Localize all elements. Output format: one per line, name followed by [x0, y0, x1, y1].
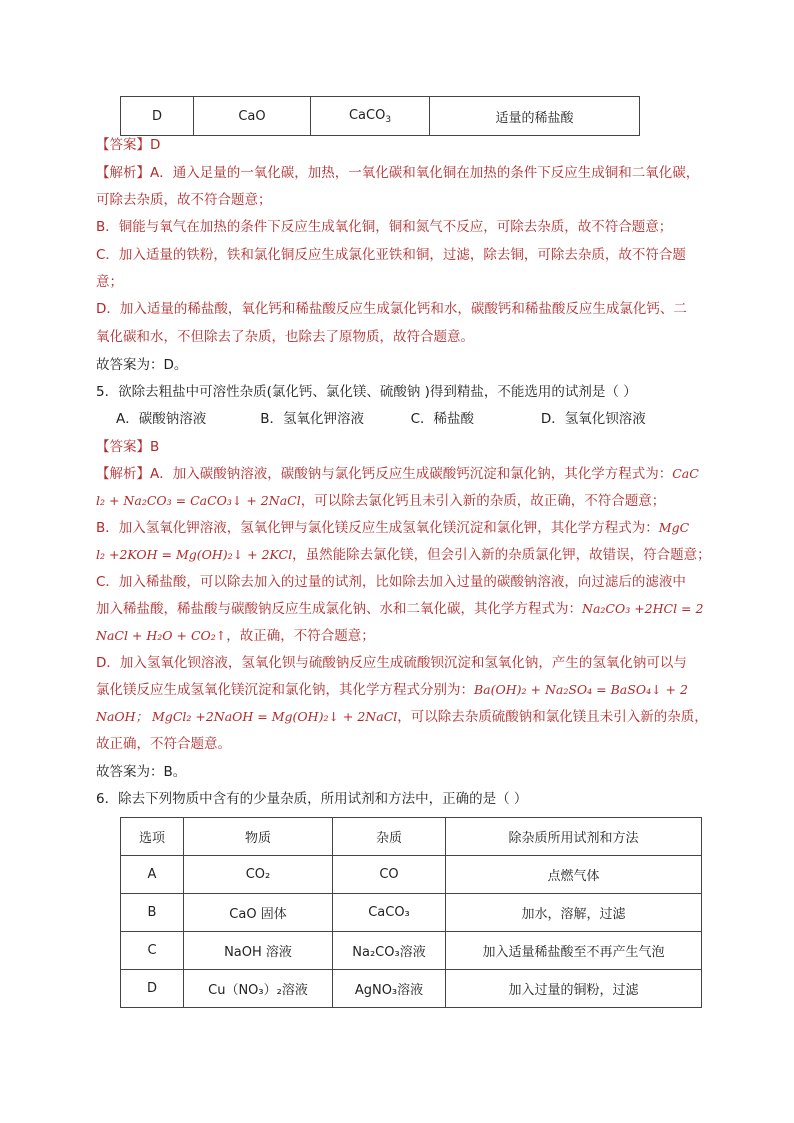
q4-analysis-line: B．铜能与氧气在加热的条件下反应生成氧化铜，铜和氮气不反应，可除去杂质，故不符合题意； [96, 219, 673, 235]
q5-analysis-c2: 加入稀盐酸，稀盐酸与碳酸钠反应生成氯化钠、水和二氧化碳，其化学方程式为：Na₂CO₃ +2HCl = 2 [96, 601, 704, 617]
q5-option-d: D．氢氧化钡溶液 [540, 411, 646, 427]
q6-question: 6．除去下列物质中含有的少量杂质，所用试剂和方法中，正确的是（ ） [96, 791, 528, 807]
top-table [120, 96, 640, 136]
q4-final-answer: 故答案为：D。 [96, 357, 188, 373]
q5-analysis-d: D．加入氢氧化钡溶液，氢氧化钡与硫酸钠反应生成硫酸钡沉淀和氢氧化钠，产生的氢氧化钠可以与 [96, 655, 687, 671]
table-cell: CaCO₃ [333, 894, 446, 932]
table-cell: A [121, 856, 184, 894]
table-cell: AgNO₃溶液 [333, 970, 446, 1008]
q5-analysis-a: 【解析】A．加入碳酸钠溶液，碳酸钠与氯化钙反应生成碳酸钙沉淀和氯化钠，其化学方程式为：CaC [96, 466, 699, 482]
q5-analysis-d4: 故正确，不符合题意。 [96, 736, 231, 752]
table-header-row [121, 818, 702, 856]
table-header-cell: 杂质 [333, 818, 446, 856]
q4-analysis-line: D．加入适量的稀盐酸，氧化钙和稀盐酸反应生成氯化钙和水，碳酸钙和稀盐酸反应生成氯化钙、二 [96, 301, 687, 317]
q5-option-c: C．稀盐酸 [410, 411, 475, 427]
table-cell: B [121, 894, 184, 932]
q5-analysis-c: C．加入稀盐酸，可以除去加入的过量的试剂，比如除去加入过量的碳酸钠溶液，向过滤后的滤液中 [96, 574, 686, 590]
q4-analysis-line: 【解析】A．通入足量的一氧化碳，加热，一氧化碳和氧化铜在加热的条件下反应生成铜和二氧化碳， [96, 165, 700, 181]
table-cell: 加水，溶解，过滤 [446, 894, 702, 932]
q5-analysis-b2: l₂ +2KOH = Mg(OH)₂↓ + 2KCl，虽然能除去氯化镁，但会引入新的杂质氯化钾，故错误，符合题意； [96, 547, 711, 563]
q4-analysis-line: 可除去杂质，故不符合题意； [96, 192, 272, 208]
q5-analysis-b: B．加入氢氧化钾溶液，氢氧化钾与氯化镁反应生成氢氧化镁沉淀和氯化钾，其化学方程式为：MgC [96, 520, 690, 536]
table-cell: CaO 固体 [184, 894, 333, 932]
q5-final-answer: 故答案为：B。 [96, 764, 187, 780]
table-header-cell: 物质 [184, 818, 333, 856]
table-header-cell: 选项 [121, 818, 184, 856]
table-header-cell: 除杂质所用试剂和方法 [446, 818, 702, 856]
table-cell: 点燃气体 [446, 856, 702, 894]
q5-analysis-c3: NaCl + H₂O + CO₂↑，故正确，不符合题意； [96, 628, 375, 644]
q5-option-a: A．碳酸钠溶液 [116, 411, 207, 427]
q5-analysis-d2: 氯化镁反应生成氢氧化镁沉淀和氯化钠，其化学方程式分别为：Ba(OH)₂ + Na₂SO₄ = BaSO₄↓ + 2 [96, 682, 688, 698]
table-row [121, 932, 702, 970]
q4-answer: 【答案】D [96, 137, 161, 153]
q5-options [116, 409, 646, 429]
table-cell: CaCO$_3$ [311, 97, 430, 136]
q5-option-b: B．氢氧化钾溶液 [260, 411, 365, 427]
q5-analysis-d3: NaOH； MgCl₂ +2NaOH = Mg(OH)₂↓ + 2NaCl，可以除去杂质硫酸钠和氯化镁且未引入新的杂质， [96, 709, 708, 725]
table-row [121, 856, 702, 894]
table-row [121, 894, 702, 932]
q5-answer: 【答案】B [96, 439, 160, 455]
table-cell: CaO [194, 97, 311, 136]
table-cell: D [121, 970, 184, 1008]
table-cell: C [121, 932, 184, 970]
table-row [121, 97, 640, 136]
table-cell: CO₂ [184, 856, 333, 894]
table-cell: 适量的稀盐酸 [430, 97, 640, 136]
q4-analysis-line: 氧化碳和水，不但除去了杂质，也除去了原物质，故符合题意。 [96, 329, 474, 345]
table-cell: NaOH 溶液 [184, 932, 333, 970]
table-row [121, 970, 702, 1008]
table-cell: Na₂CO₃溶液 [333, 932, 446, 970]
table-cell: D [121, 97, 194, 136]
q4-analysis-line: 意； [96, 274, 123, 290]
table-cell: CO [333, 856, 446, 894]
q6-table [120, 817, 702, 1008]
table-cell: Cu（NO₃）₂溶液 [184, 970, 333, 1008]
q4-analysis-line: C．加入适量的铁粉，铁和氯化铜反应生成氯化亚铁和铜，过滤，除去铜，可除去杂质，故不符合题 [96, 247, 686, 263]
table-cell: 加入过量的铜粉，过滤 [446, 970, 702, 1008]
table-cell: 加入适量稀盐酸至不再产生气泡 [446, 932, 702, 970]
q5-question: 5．欲除去粗盐中可溶性杂质(氯化钙、氯化镁、硫酸钠 )得到精盐，不能选用的试剂是（ ） [96, 384, 637, 400]
q5-analysis-a2: l₂ + Na₂CO₃ = CaCO₃↓ + 2NaCl，可以除去氯化钙且未引入新的杂质，故正确，不符合题意； [96, 493, 666, 509]
